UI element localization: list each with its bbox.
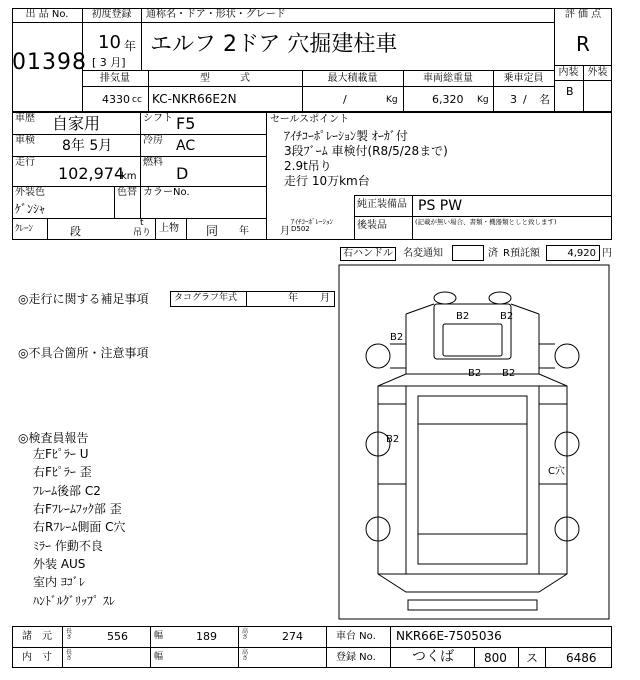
recycle-unit: 円	[602, 248, 612, 259]
upper-label: 上物	[159, 223, 179, 234]
exterior-label: 外装	[587, 67, 608, 78]
driving-notes-label: ◎走行に関する補足事項	[18, 292, 149, 306]
capacity-unit: 名	[539, 93, 550, 106]
history-label: 車歴	[15, 113, 35, 124]
history-value: 自家用	[52, 114, 101, 133]
max-load-value: /	[343, 93, 347, 106]
height-value: 274	[282, 630, 303, 643]
mileage-label: 走行	[15, 157, 35, 168]
name-change-box	[452, 245, 484, 261]
fuel-label: 燃料	[143, 157, 163, 168]
lot-label: 出 品 No.	[25, 9, 69, 20]
fuel-value: D	[176, 164, 189, 183]
model-value: KC-NKR66E2N	[152, 92, 237, 106]
damage-mark: B2	[468, 368, 482, 379]
sales-point-line: 2.9t吊り	[284, 159, 332, 173]
inspector-line: 室内 ﾖｺﾞﾚ	[33, 575, 85, 589]
gross-weight-value: 6,320	[432, 93, 464, 106]
inspector-label: ◎検査員報告	[18, 431, 89, 445]
damage-mark: B2	[386, 434, 400, 445]
first-reg-month: [ 3 月]	[92, 56, 126, 69]
mileage-unit: km	[121, 171, 137, 182]
inspector-line: 右Fﾌﾚｰﾑﾌｯｸ部 歪	[33, 502, 122, 516]
max-load-unit: Kg	[386, 95, 398, 105]
damage-mark: B2	[502, 368, 516, 379]
displacement-unit: cc	[132, 95, 142, 105]
sales-point-line: ｱｲﾁｺｰﾎﾟﾚｰｼｮﾝ製 ｵｰｶﾞ付	[284, 129, 408, 143]
name-change-label: 名変通知	[403, 248, 443, 259]
interior-dims-label: 内 寸	[22, 652, 52, 663]
displacement-value: 4330	[102, 93, 130, 106]
sales-points-label: セールスポイント	[270, 114, 350, 125]
ext-color-value: ｹﾞﾝｼｬ	[15, 202, 46, 216]
aftermarket-label: 後装品	[357, 220, 387, 231]
displacement-label: 排気量	[100, 73, 130, 84]
gross-weight-unit: Kg	[477, 95, 489, 105]
tacho-month: 月	[320, 293, 330, 304]
upper-year: 年	[239, 226, 249, 237]
capacity-sep: /	[523, 93, 527, 106]
gross-weight-label: 車両総重量	[423, 73, 473, 84]
shift-value: F5	[176, 114, 196, 133]
crane-label: ｸﾚｰﾝ	[15, 224, 34, 234]
inspection-value: 8年 5月	[62, 138, 113, 154]
defects-label: ◎不具合箇所・注意事項	[18, 346, 149, 360]
damage-mark: B2	[390, 332, 404, 343]
width-label: 幅	[154, 631, 164, 641]
inspector-line: ﾌﾚｰﾑ後部 C2	[33, 484, 101, 498]
rating-value: R	[576, 32, 590, 56]
vehicle-name: エルフ 2ドア 穴掘建柱車	[150, 32, 398, 57]
aircon-label: 冷房	[143, 135, 163, 146]
color-change-label: 色替	[117, 187, 137, 198]
recycle-fee-value: 4,920	[567, 248, 596, 259]
inspector-line: 右Rﾌﾚｰﾑ側面 C穴	[33, 520, 126, 534]
reg-class: 800	[484, 651, 507, 665]
reg-label: 登録 No.	[336, 652, 376, 663]
tacho-year: 年	[288, 293, 298, 304]
color-number-label: カラーNo.	[143, 187, 190, 198]
recycle-done: 済	[488, 248, 498, 259]
name-label: 通称名・ドア・形状・グレード	[146, 9, 286, 20]
capacity-label: 乗車定員	[503, 73, 544, 84]
handle-value: 右ハンドル	[343, 248, 393, 259]
inspector-line: ﾊﾝﾄﾞﾙｸﾞﾘｯﾌﾟ ｽﾚ	[33, 594, 115, 608]
reg-kana: ス	[526, 651, 539, 665]
crane-t-label: 吊り	[133, 228, 152, 238]
crane-stage: 段	[70, 225, 81, 238]
tacho-label: タコグラフ年式	[174, 293, 238, 303]
crane-t: t	[140, 218, 144, 228]
rating-label: 評 価 点	[564, 9, 602, 20]
inspection-label: 車検	[15, 135, 35, 146]
first-reg-year: 10	[98, 32, 121, 53]
aftermarket-note: (記載が無い場合、書類・機器類としと致します)	[415, 218, 557, 226]
upper-model: ｱｲﾁｺｰﾎﾞﾚｰｼｮﾝ D502	[291, 218, 333, 234]
damage-mark: B2	[456, 311, 470, 322]
recycle-fee-label: R預託額	[503, 248, 540, 259]
shift-label: シフト	[143, 113, 173, 124]
length-value: 556	[107, 630, 128, 643]
aircon-value: AC	[176, 138, 196, 154]
damage-mark: B2	[500, 311, 514, 322]
upper-month: 月	[280, 226, 290, 237]
in-length-label: 長さ	[66, 649, 73, 662]
sales-point-line: 3段ﾌﾞｰﾑ 車検付(R8/5/28まで)	[284, 144, 448, 158]
first-reg-label: 初度登録	[91, 9, 132, 20]
inspector-line: 右Fﾋﾟﾗｰ 歪	[33, 465, 92, 479]
chassis-label: 車台 No.	[336, 631, 376, 642]
upper-same: 同	[206, 224, 219, 238]
damage-mark: C穴	[548, 466, 565, 477]
equipment-value: PS PW	[418, 198, 463, 214]
mileage-value: 102,974	[58, 164, 125, 183]
ext-color-label: 外装色	[15, 187, 45, 198]
equipment-label: 純正装備品	[357, 199, 407, 210]
inspector-line: 外装 AUS	[33, 557, 86, 571]
sales-point-line: 走行 10万km台	[284, 174, 370, 188]
truck-damage-diagram	[338, 264, 610, 620]
width-value: 189	[196, 630, 217, 643]
in-height-label: 高さ	[242, 649, 249, 662]
length-label: 長さ	[66, 628, 73, 641]
reg-number: 6486	[566, 651, 597, 665]
in-width-label: 幅	[154, 652, 164, 662]
max-load-label: 最大積載量	[327, 73, 378, 84]
inspector-line: 左Fﾋﾟﾗｰ U	[33, 447, 89, 461]
interior-label: 内装	[558, 67, 579, 78]
reg-area: つくば	[412, 649, 454, 665]
chassis-value: NKR66E-7505036	[396, 629, 502, 643]
dims-label: 諸 元	[22, 631, 52, 642]
model-label: 型 式	[200, 73, 250, 84]
first-reg-year-unit: 年	[124, 39, 137, 53]
capacity-value: 3	[510, 93, 517, 106]
inspector-line: ﾐﾗｰ 作動不良	[33, 539, 103, 553]
lot-number: 01398	[12, 50, 87, 75]
height-label: 高さ	[242, 628, 249, 641]
interior-grade: B	[566, 85, 574, 98]
